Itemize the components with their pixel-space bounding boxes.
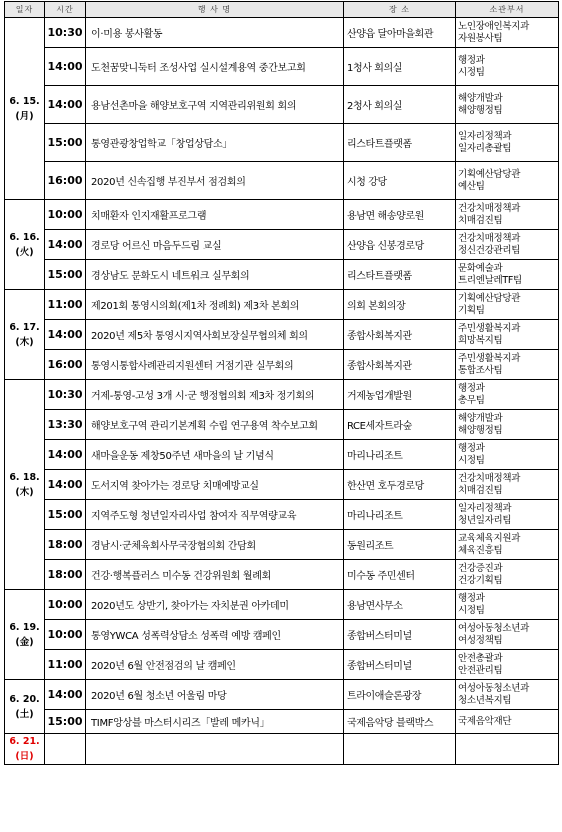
event-name-cell: TIMF앙상블 마스터시리즈「발레 메카닉」 — [86, 710, 344, 734]
date-label: 6. 17. — [9, 321, 40, 333]
place-cell: 미수동 주민센터 — [344, 560, 456, 590]
department-cell — [456, 620, 559, 650]
department-line: 일자리정책과 — [458, 502, 512, 514]
schedule-row — [5, 230, 559, 260]
department-line: 국제음악재단 — [458, 715, 512, 727]
department-line: 청소년복지팀 — [458, 694, 512, 706]
schedule-row — [5, 124, 559, 162]
department-line: 청년일자리팀 — [458, 514, 512, 526]
department-line: 체육진흥팀 — [458, 544, 503, 556]
department-line: 시정팀 — [458, 604, 485, 616]
department-cell — [456, 320, 559, 350]
department-line: 안전관리팀 — [458, 664, 503, 676]
department-line: 행정과 — [458, 442, 485, 454]
department-cell — [456, 650, 559, 680]
schedule-row — [5, 48, 559, 86]
department-line: 총무팀 — [458, 394, 485, 406]
weekday-label: (金) — [15, 636, 34, 648]
event-name-cell: 거제-통영-고성 3개 시·군 행정협의회 제3차 정기회의 — [86, 380, 344, 410]
department-cell — [456, 230, 559, 260]
place-cell: 종합사회복지관 — [344, 350, 456, 380]
schedule-row — [5, 710, 559, 734]
time-cell: 18:00 — [45, 560, 86, 590]
event-name-cell — [86, 734, 344, 765]
event-name-cell: 새마을운동 제창50주년 새마을의 날 기념식 — [86, 440, 344, 470]
schedule-row — [5, 380, 559, 410]
schedule-row — [5, 650, 559, 680]
place-cell: 동원리조트 — [344, 530, 456, 560]
time-cell: 15:00 — [45, 710, 86, 734]
weekday-label: (月) — [15, 110, 34, 122]
schedule-row — [5, 590, 559, 620]
schedule-row — [5, 320, 559, 350]
header-place: 장 소 — [344, 2, 456, 18]
department-line: 여성아동청소년과 — [458, 682, 530, 694]
time-cell: 14:00 — [45, 48, 86, 86]
weekday-label: (日) — [15, 751, 34, 762]
date-label: 6. 19. — [9, 621, 40, 633]
schedule-row — [5, 410, 559, 440]
department-line: 건강치매정책과 — [458, 202, 521, 214]
event-name-cell: 2020년 6월 안전점검의 날 캠페인 — [86, 650, 344, 680]
place-cell: 용남면사무소 — [344, 590, 456, 620]
place-cell: 종합사회복지관 — [344, 320, 456, 350]
department-line: 교육체육지원과 — [458, 532, 521, 544]
time-cell: 15:00 — [45, 500, 86, 530]
date-label: 6. 20. — [9, 693, 40, 705]
time-cell: 14:00 — [45, 440, 86, 470]
time-cell: 16:00 — [45, 162, 86, 200]
event-name-cell: 2020년 신속집행 부진부서 점검회의 — [86, 162, 344, 200]
schedule-row — [5, 350, 559, 380]
department-line: 해양행정팀 — [458, 104, 503, 116]
department-line: 자원봉사팀 — [458, 32, 503, 44]
schedule-row — [5, 200, 559, 230]
department-cell — [456, 590, 559, 620]
time-cell: 14:00 — [45, 320, 86, 350]
department-cell — [456, 162, 559, 200]
department-cell — [456, 260, 559, 290]
time-cell: 10:00 — [45, 620, 86, 650]
place-cell: 트라이애슬론광장 — [344, 680, 456, 710]
schedule-row — [5, 500, 559, 530]
department-cell — [456, 200, 559, 230]
department-cell — [456, 680, 559, 710]
department-line: 여성아동청소년과 — [458, 622, 530, 634]
time-cell: 14:00 — [45, 470, 86, 500]
date-label: 6. 15. — [9, 95, 40, 107]
department-cell — [456, 350, 559, 380]
department-line: 정신건강관리팀 — [458, 244, 521, 256]
place-cell: RCE세자트라숲 — [344, 410, 456, 440]
time-cell: 18:00 — [45, 530, 86, 560]
time-cell: 10:30 — [45, 380, 86, 410]
department-line: 건강증진과 — [458, 562, 503, 574]
place-cell: 종합버스터미널 — [344, 620, 456, 650]
date-cell — [5, 590, 45, 680]
event-name-cell: 2020년 6월 청소년 어울림 마당 — [86, 680, 344, 710]
place-cell: 거제농업개발원 — [344, 380, 456, 410]
place-cell: 용남면 해송양로원 — [344, 200, 456, 230]
place-cell: 2청사 회의실 — [344, 86, 456, 124]
event-name-cell: 2020년도 상반기, 찾아가는 자치분권 아카데미 — [86, 590, 344, 620]
department-cell — [456, 124, 559, 162]
department-cell — [456, 48, 559, 86]
place-cell: 마리나리조트 — [344, 440, 456, 470]
department-cell — [456, 500, 559, 530]
department-cell — [456, 18, 559, 48]
event-name-cell: 도서지역 찾아가는 경로당 치매예방교실 — [86, 470, 344, 500]
time-cell: 13:30 — [45, 410, 86, 440]
header-date: 일자 — [5, 2, 45, 18]
schedule-row — [5, 620, 559, 650]
department-line: 여성정책팀 — [458, 634, 503, 646]
department-cell — [456, 530, 559, 560]
department-cell — [456, 380, 559, 410]
department-line: 행정과 — [458, 54, 485, 66]
place-cell: 리스타트플랫폼 — [344, 260, 456, 290]
date-cell — [5, 200, 45, 290]
event-name-cell: 도천꿈맞니둑터 조성사업 실시설계용역 중간보고회 — [86, 48, 344, 86]
weekday-label: (火) — [15, 246, 34, 258]
header-time: 시간 — [45, 2, 86, 18]
time-cell: 10:30 — [45, 18, 86, 48]
department-cell — [456, 470, 559, 500]
department-line: 통합조사팀 — [458, 364, 503, 376]
department-line: 시정팀 — [458, 454, 485, 466]
place-cell: 산양읍 달아마을회관 — [344, 18, 456, 48]
event-name-cell: 통영YWCA 성폭력상담소 성폭력 예방 캠페인 — [86, 620, 344, 650]
date-label: 6. 18. — [9, 471, 40, 483]
place-cell: 마리나리조트 — [344, 500, 456, 530]
department-line: 해양개발과 — [458, 412, 503, 424]
department-cell — [456, 440, 559, 470]
schedule-row — [5, 162, 559, 200]
department-line: 건강치매정책과 — [458, 472, 521, 484]
department-line: 문화예술과 — [458, 262, 503, 274]
department-line: 해양행정팀 — [458, 424, 503, 436]
date-cell — [5, 380, 45, 590]
event-name-cell: 경상남도 문화도시 네트워크 실무회의 — [86, 260, 344, 290]
event-name-cell: 2020년 제5차 통영시지역사회보장실무협의체 회의 — [86, 320, 344, 350]
schedule-body — [5, 18, 559, 765]
place-cell: 산양읍 신봉경로당 — [344, 230, 456, 260]
department-cell — [456, 710, 559, 734]
department-line: 기획팀 — [458, 304, 485, 316]
date-cell — [5, 734, 45, 765]
event-name-cell: 지역주도형 청년일자리사업 참여자 직무역량교육 — [86, 500, 344, 530]
schedule-table — [4, 1, 559, 765]
department-line: 노인장애인복지과 — [458, 20, 530, 32]
event-name-cell: 제201회 통영시의회(제1차 정례회) 제3차 본회의 — [86, 290, 344, 320]
weekday-label: (木) — [15, 336, 34, 348]
place-cell: 한산면 호두경로당 — [344, 470, 456, 500]
time-cell: 11:00 — [45, 290, 86, 320]
header-event: 행 사 명 — [86, 2, 344, 18]
department-line: 건강기획팀 — [458, 574, 503, 586]
event-name-cell: 통영관광창업학교「창업상담소」 — [86, 124, 344, 162]
place-cell: 종합버스터미널 — [344, 650, 456, 680]
event-name-cell: 이·미용 봉사활동 — [86, 18, 344, 48]
date-cell — [5, 680, 45, 734]
time-cell: 14:00 — [45, 230, 86, 260]
schedule-row-empty — [5, 734, 559, 765]
schedule-row — [5, 290, 559, 320]
schedule-row — [5, 260, 559, 290]
department-line: 일자리정책과 — [458, 130, 512, 142]
department-line: 일자리총괄팀 — [458, 142, 512, 154]
department-cell — [456, 410, 559, 440]
event-name-cell: 통영시통합사례관리지원센터 거점기관 실무회의 — [86, 350, 344, 380]
department-line: 치매검진팀 — [458, 484, 503, 496]
schedule-row — [5, 680, 559, 710]
date-cell — [5, 18, 45, 200]
department-cell — [456, 560, 559, 590]
schedule-row — [5, 530, 559, 560]
department-line: 시정팀 — [458, 66, 485, 78]
place-cell: 의회 본회의장 — [344, 290, 456, 320]
place-cell: 시청 강당 — [344, 162, 456, 200]
department-line: 해양개발과 — [458, 92, 503, 104]
time-cell: 11:00 — [45, 650, 86, 680]
event-name-cell: 치매환자 인지재활프로그램 — [86, 200, 344, 230]
weekday-label: (木) — [15, 486, 34, 498]
department-cell — [456, 734, 559, 765]
place-cell: 1청사 회의실 — [344, 48, 456, 86]
department-line: 행정과 — [458, 592, 485, 604]
date-cell — [5, 290, 45, 380]
department-line: 예산팀 — [458, 180, 485, 192]
place-cell — [344, 734, 456, 765]
time-cell: 14:00 — [45, 680, 86, 710]
time-cell: 10:00 — [45, 590, 86, 620]
time-cell: 15:00 — [45, 124, 86, 162]
department-line: 트리엔날레TF팀 — [458, 274, 522, 286]
department-line: 기획예산담당관 — [458, 168, 521, 180]
header-dept: 소관부서 — [456, 2, 559, 18]
time-cell — [45, 734, 86, 765]
department-line: 주민생활복지과 — [458, 322, 521, 334]
department-line: 주민생활복지과 — [458, 352, 521, 364]
header-row — [5, 2, 559, 18]
department-cell — [456, 86, 559, 124]
event-name-cell: 경남시·군체육회사무국장협의회 간담회 — [86, 530, 344, 560]
event-name-cell: 경로당 어르신 마음두드림 교실 — [86, 230, 344, 260]
department-cell — [456, 290, 559, 320]
date-label: 6. 16. — [9, 231, 40, 243]
department-line: 희망복지팀 — [458, 334, 503, 346]
department-line: 건강치매정책과 — [458, 232, 521, 244]
schedule-row — [5, 86, 559, 124]
schedule-row — [5, 560, 559, 590]
weekday-label: (土) — [15, 708, 34, 720]
place-cell: 리스타트플랫폼 — [344, 124, 456, 162]
place-cell: 국제음악당 블랙박스 — [344, 710, 456, 734]
schedule-row — [5, 470, 559, 500]
time-cell: 14:00 — [45, 86, 86, 124]
event-name-cell: 해양보호구역 관리기본계획 수립 연구용역 착수보고회 — [86, 410, 344, 440]
department-line: 안전총괄과 — [458, 652, 503, 664]
schedule-row — [5, 18, 559, 48]
schedule-row — [5, 440, 559, 470]
time-cell: 10:00 — [45, 200, 86, 230]
department-line: 기획예산담당관 — [458, 292, 521, 304]
event-name-cell: 건강·행복플러스 미수동 건강위원회 월례회 — [86, 560, 344, 590]
event-name-cell: 용남선촌마을 해양보호구역 지역관리위원회 회의 — [86, 86, 344, 124]
department-line: 행정과 — [458, 382, 485, 394]
date-label: 6. 21. — [9, 736, 40, 747]
time-cell: 15:00 — [45, 260, 86, 290]
time-cell: 16:00 — [45, 350, 86, 380]
department-line: 치매검진팀 — [458, 214, 503, 226]
